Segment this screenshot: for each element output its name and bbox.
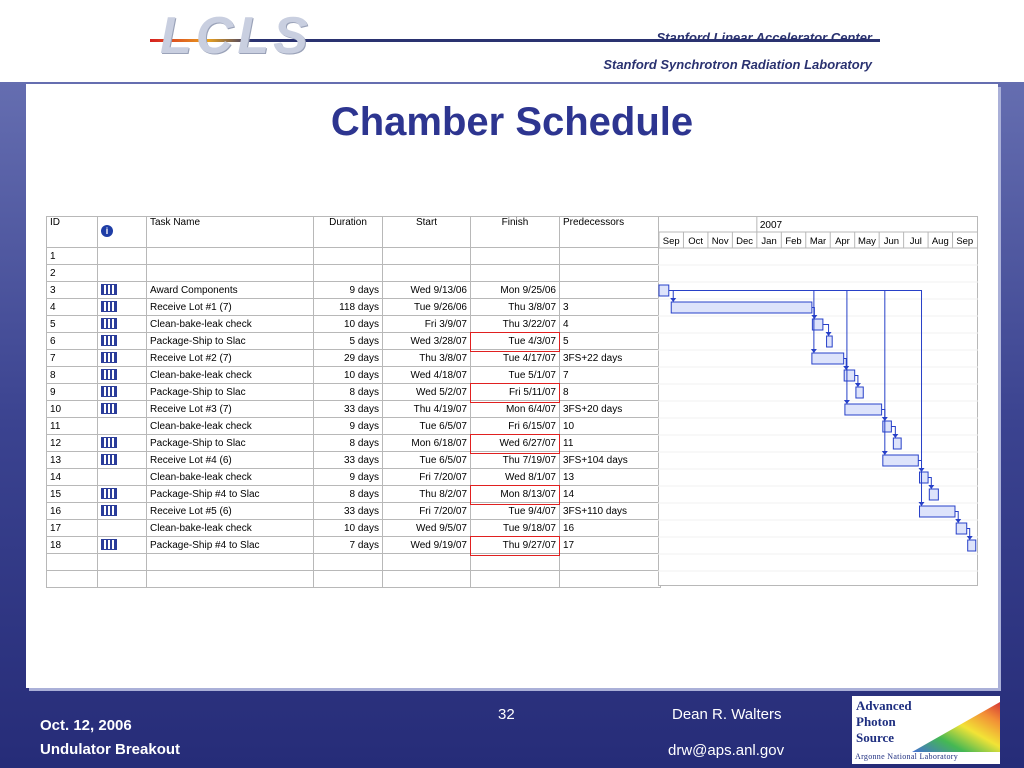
cell-predecessors bbox=[560, 282, 661, 299]
col-finish: Finish bbox=[471, 217, 560, 248]
aps-line1: Advanced bbox=[856, 698, 912, 713]
page-title: Chamber Schedule bbox=[330, 100, 694, 144]
cell-indicator bbox=[98, 418, 147, 435]
table-row bbox=[47, 452, 661, 469]
gantt-bar-row-3 bbox=[659, 285, 669, 296]
cell-id: 8 bbox=[47, 367, 98, 384]
cell-duration: 33 days bbox=[314, 401, 383, 418]
cell-indicator bbox=[98, 401, 147, 418]
month-label: Feb bbox=[785, 236, 802, 247]
month-label: Dec bbox=[736, 236, 754, 247]
table-row bbox=[47, 435, 661, 452]
cell-duration: 9 days bbox=[314, 282, 383, 299]
table-row-empty bbox=[47, 554, 661, 571]
cell-duration: 9 days bbox=[314, 469, 383, 486]
slide-header bbox=[0, 0, 1024, 82]
table-row bbox=[47, 418, 661, 435]
table-row bbox=[47, 282, 661, 299]
cell-id: 5 bbox=[47, 316, 98, 333]
cell-start bbox=[383, 248, 471, 265]
month-label: Jan bbox=[761, 236, 777, 247]
cell-duration: 118 days bbox=[314, 299, 383, 316]
table-row bbox=[47, 469, 661, 486]
table-row bbox=[47, 333, 661, 350]
cell-start: Wed 9/5/07 bbox=[383, 520, 471, 537]
cell-task-name: Receive Lot #1 (7) bbox=[147, 299, 314, 316]
cell-indicator bbox=[98, 367, 147, 384]
cell-finish: Wed 6/27/07 bbox=[471, 435, 560, 452]
gantt-bar-row-14 bbox=[920, 472, 929, 483]
cell-id: 10 bbox=[47, 401, 98, 418]
task-note-icon bbox=[101, 301, 117, 312]
cell-start: Tue 6/5/07 bbox=[383, 418, 471, 435]
table-row bbox=[47, 537, 661, 554]
cell-id: 17 bbox=[47, 520, 98, 537]
cell-duration: 10 days bbox=[314, 367, 383, 384]
gantt-bar-row-16 bbox=[920, 506, 955, 517]
cell-start: Thu 3/8/07 bbox=[383, 350, 471, 367]
cell-indicator bbox=[98, 435, 147, 452]
cell-finish: Tue 5/1/07 bbox=[471, 367, 560, 384]
cell-duration bbox=[314, 248, 383, 265]
cell-indicator bbox=[98, 520, 147, 537]
cell-indicator bbox=[98, 248, 147, 265]
cell-indicator bbox=[98, 537, 147, 554]
cell-indicator bbox=[98, 469, 147, 486]
cell-duration: 33 days bbox=[314, 503, 383, 520]
table-row bbox=[47, 486, 661, 503]
author-name: Dean R. Walters bbox=[672, 706, 782, 723]
lab-name-slac: Stanford Linear Accelerator Center bbox=[656, 30, 872, 45]
cell-finish: Tue 9/18/07 bbox=[471, 520, 560, 537]
cell-task-name: Package-Ship #4 to Slac bbox=[147, 537, 314, 554]
task-note-icon bbox=[101, 284, 117, 295]
cell-finish: Thu 3/22/07 bbox=[471, 316, 560, 333]
cell-duration: 10 days bbox=[314, 316, 383, 333]
table-row-empty bbox=[47, 571, 661, 588]
cell-finish: Fri 5/11/07 bbox=[471, 384, 560, 401]
month-label: Nov bbox=[711, 236, 729, 247]
gantt-bar-row-18 bbox=[968, 540, 976, 551]
table-header-row bbox=[47, 217, 661, 248]
cell-start: Wed 3/28/07 bbox=[383, 333, 471, 350]
cell-indicator bbox=[98, 282, 147, 299]
cell-task-name: Package-Ship to Slac bbox=[147, 384, 314, 401]
cell-task-name: Clean-bake-leak check bbox=[147, 367, 314, 384]
cell-finish: Mon 8/13/07 bbox=[471, 486, 560, 503]
gantt-view bbox=[46, 216, 978, 586]
table-row bbox=[47, 384, 661, 401]
month-label: Jun bbox=[883, 236, 900, 247]
cell-finish: Thu 3/8/07 bbox=[471, 299, 560, 316]
cell-id: 3 bbox=[47, 282, 98, 299]
cell-task-name: Award Components bbox=[147, 282, 314, 299]
task-note-icon bbox=[101, 352, 117, 363]
cell-id: 9 bbox=[47, 384, 98, 401]
year-label: 2007 bbox=[759, 220, 783, 231]
cell-start: Fri 7/20/07 bbox=[383, 503, 471, 520]
cell-finish bbox=[471, 265, 560, 282]
gantt-bar-row-15 bbox=[929, 489, 938, 500]
cell-start: Thu 4/19/07 bbox=[383, 401, 471, 418]
cell-finish: Tue 4/17/07 bbox=[471, 350, 560, 367]
cell-finish bbox=[471, 248, 560, 265]
cell-duration: 8 days bbox=[314, 384, 383, 401]
cell-indicator bbox=[98, 452, 147, 469]
cell-indicator bbox=[98, 384, 147, 401]
col-task-name: Task Name bbox=[147, 217, 314, 248]
cell-predecessors: 10 bbox=[560, 418, 661, 435]
cell-indicator bbox=[98, 350, 147, 367]
gantt-bar-row-9 bbox=[856, 387, 863, 398]
cell-task-name: Package-Ship #4 to Slac bbox=[147, 486, 314, 503]
cell-finish: Tue 4/3/07 bbox=[471, 333, 560, 350]
month-label: Mar bbox=[809, 236, 827, 247]
cell-finish: Tue 9/4/07 bbox=[471, 503, 560, 520]
task-note-icon bbox=[101, 437, 117, 448]
task-note-icon bbox=[101, 369, 117, 380]
gantt-bar-row-7 bbox=[812, 353, 844, 364]
finish-highlight bbox=[470, 536, 560, 556]
cell-duration: 29 days bbox=[314, 350, 383, 367]
cell-task-name: Receive Lot #4 (6) bbox=[147, 452, 314, 469]
col-duration: Duration bbox=[314, 217, 383, 248]
cell-id: 15 bbox=[47, 486, 98, 503]
cell-task-name: Clean-bake-leak check bbox=[147, 469, 314, 486]
task-note-icon bbox=[101, 318, 117, 329]
cell-indicator bbox=[98, 316, 147, 333]
footer-meta bbox=[40, 714, 180, 762]
cell-id: 13 bbox=[47, 452, 98, 469]
col-predecessors: Predecessors bbox=[560, 217, 661, 248]
cell-task-name: Clean-bake-leak check bbox=[147, 418, 314, 435]
month-label: Jul bbox=[909, 236, 922, 247]
cell-predecessors bbox=[560, 265, 661, 282]
cell-predecessors: 16 bbox=[560, 520, 661, 537]
cell-id: 6 bbox=[47, 333, 98, 350]
cell-predecessors: 3FS+104 days bbox=[560, 452, 661, 469]
author-email: drw@aps.anl.gov bbox=[668, 742, 785, 759]
footer-date: Oct. 12, 2006 bbox=[40, 717, 132, 734]
task-table bbox=[46, 216, 661, 588]
col-indicators bbox=[98, 217, 147, 248]
cell-predecessors: 13 bbox=[560, 469, 661, 486]
cell-finish: Thu 9/27/07 bbox=[471, 537, 560, 554]
info-icon: i bbox=[101, 225, 113, 237]
finish-highlight bbox=[470, 485, 560, 505]
table-row bbox=[47, 503, 661, 520]
cell-start: Wed 4/18/07 bbox=[383, 367, 471, 384]
lcls-logo: LCLS bbox=[160, 7, 312, 65]
cell-predecessors: 3FS+22 days bbox=[560, 350, 661, 367]
gantt-bar-row-8 bbox=[844, 370, 855, 381]
cell-predecessors: 11 bbox=[560, 435, 661, 452]
cell-id: 14 bbox=[47, 469, 98, 486]
cell-id: 2 bbox=[47, 265, 98, 282]
gantt-bar-row-4 bbox=[671, 302, 812, 313]
finish-highlight bbox=[470, 383, 560, 403]
cell-start: Tue 9/26/06 bbox=[383, 299, 471, 316]
cell-indicator bbox=[98, 299, 147, 316]
cell-start: Wed 9/13/06 bbox=[383, 282, 471, 299]
cell-task-name: Receive Lot #5 (6) bbox=[147, 503, 314, 520]
cell-task-name bbox=[147, 265, 314, 282]
cell-finish: Mon 6/4/07 bbox=[471, 401, 560, 418]
col-start: Start bbox=[383, 217, 471, 248]
footer-session: Undulator Breakout bbox=[40, 741, 181, 758]
month-label: Sep bbox=[662, 236, 680, 247]
cell-duration: 8 days bbox=[314, 435, 383, 452]
page-number: 32 bbox=[498, 706, 515, 723]
cell-duration: 8 days bbox=[314, 486, 383, 503]
cell-start bbox=[383, 265, 471, 282]
task-note-icon bbox=[101, 386, 117, 397]
month-label: Apr bbox=[835, 236, 850, 247]
cell-indicator bbox=[98, 503, 147, 520]
cell-id: 12 bbox=[47, 435, 98, 452]
cell-indicator bbox=[98, 265, 147, 282]
cell-duration: 33 days bbox=[314, 452, 383, 469]
task-note-icon bbox=[101, 488, 117, 499]
cell-task-name: Clean-bake-leak check bbox=[147, 520, 314, 537]
task-note-icon bbox=[101, 403, 117, 414]
cell-predecessors: 3FS+20 days bbox=[560, 401, 661, 418]
task-note-icon bbox=[101, 505, 117, 516]
gantt-bar-row-13 bbox=[883, 455, 918, 466]
cell-indicator bbox=[98, 486, 147, 503]
aps-lab: Argonne National Laboratory bbox=[855, 752, 959, 761]
task-note-icon bbox=[101, 454, 117, 465]
aps-line3: Source bbox=[856, 730, 895, 745]
aps-line2: Photon bbox=[856, 714, 896, 729]
cell-start: Fri 3/9/07 bbox=[383, 316, 471, 333]
table-row bbox=[47, 401, 661, 418]
cell-duration: 5 days bbox=[314, 333, 383, 350]
cell-duration: 10 days bbox=[314, 520, 383, 537]
cell-task-name: Package-Ship to Slac bbox=[147, 435, 314, 452]
table-row bbox=[47, 350, 661, 367]
cell-id: 16 bbox=[47, 503, 98, 520]
cell-start: Fri 7/20/07 bbox=[383, 469, 471, 486]
cell-predecessors: 7 bbox=[560, 367, 661, 384]
cell-id: 4 bbox=[47, 299, 98, 316]
month-label: Aug bbox=[931, 236, 949, 247]
cell-start: Wed 5/2/07 bbox=[383, 384, 471, 401]
cell-start: Tue 6/5/07 bbox=[383, 452, 471, 469]
cell-predecessors: 17 bbox=[560, 537, 661, 554]
gantt-bar-row-12 bbox=[893, 438, 901, 449]
cell-predecessors: 3 bbox=[560, 299, 661, 316]
cell-predecessors: 5 bbox=[560, 333, 661, 350]
cell-finish: Mon 9/25/06 bbox=[471, 282, 560, 299]
cell-finish: Wed 8/1/07 bbox=[471, 469, 560, 486]
month-label: Sep bbox=[956, 236, 974, 247]
finish-highlight bbox=[470, 434, 560, 454]
table-row bbox=[47, 520, 661, 537]
cell-start: Mon 6/18/07 bbox=[383, 435, 471, 452]
task-note-icon bbox=[101, 539, 117, 550]
table-row bbox=[47, 299, 661, 316]
table-row bbox=[47, 265, 661, 282]
cell-task-name: Package-Ship to Slac bbox=[147, 333, 314, 350]
table-row bbox=[47, 316, 661, 333]
cell-predecessors: 3FS+110 days bbox=[560, 503, 661, 520]
cell-task-name: Receive Lot #3 (7) bbox=[147, 401, 314, 418]
cell-start: Wed 9/19/07 bbox=[383, 537, 471, 554]
cell-id: 1 bbox=[47, 248, 98, 265]
task-note-icon bbox=[101, 335, 117, 346]
cell-duration: 9 days bbox=[314, 418, 383, 435]
gantt-bar-row-11 bbox=[883, 421, 892, 432]
finish-highlight bbox=[470, 332, 560, 352]
cell-id: 18 bbox=[47, 537, 98, 554]
aps-logo bbox=[852, 696, 1000, 764]
cell-duration: 7 days bbox=[314, 537, 383, 554]
table-row bbox=[47, 248, 661, 265]
col-id: ID bbox=[47, 217, 98, 248]
cell-predecessors: 4 bbox=[560, 316, 661, 333]
cell-duration bbox=[314, 265, 383, 282]
cell-task-name bbox=[147, 248, 314, 265]
cell-predecessors bbox=[560, 248, 661, 265]
month-label: May bbox=[857, 236, 876, 247]
lab-name-ssrl: Stanford Synchrotron Radiation Laboratory bbox=[603, 57, 872, 72]
cell-finish: Fri 6/15/07 bbox=[471, 418, 560, 435]
cell-indicator bbox=[98, 333, 147, 350]
gantt-bar-row-6 bbox=[827, 336, 833, 347]
cell-predecessors: 14 bbox=[560, 486, 661, 503]
cell-predecessors: 8 bbox=[560, 384, 661, 401]
cell-id: 11 bbox=[47, 418, 98, 435]
cell-finish: Thu 7/19/07 bbox=[471, 452, 560, 469]
cell-id: 7 bbox=[47, 350, 98, 367]
gantt-bar-row-17 bbox=[956, 523, 967, 534]
month-label: Oct bbox=[688, 236, 704, 247]
cell-start: Thu 8/2/07 bbox=[383, 486, 471, 503]
table-row bbox=[47, 367, 661, 384]
cell-task-name: Receive Lot #2 (7) bbox=[147, 350, 314, 367]
gantt-timeline bbox=[658, 216, 978, 586]
gantt-bar-row-10 bbox=[845, 404, 882, 415]
cell-task-name: Clean-bake-leak check bbox=[147, 316, 314, 333]
